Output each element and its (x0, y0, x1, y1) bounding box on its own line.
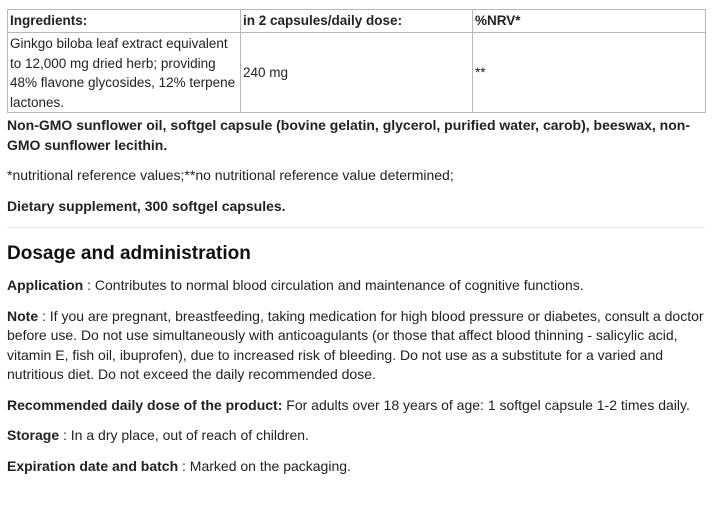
recommended-dose-paragraph (7, 396, 705, 416)
header-daily-dose: in 2 capsules/daily dose: (241, 10, 473, 33)
recommended-dose-text: For adults over 18 years of age: 1 softgel capsule 1-2 times daily. (282, 396, 690, 413)
note-paragraph (7, 307, 705, 385)
product-description (7, 9, 705, 476)
section-title: Dosage and administration (7, 243, 251, 264)
application-paragraph (7, 276, 705, 296)
storage-paragraph (7, 426, 705, 446)
storage-text: : In a dry place, out of reach of children. (59, 427, 309, 443)
application-text: : Contributes to normal blood circulation and maintenance of cognitive functions. (83, 277, 584, 293)
header-ingredients: Ingredients: (8, 10, 241, 33)
ingredient-cell: Ginkgo biloba leaf extract equivalent to 12,000 mg dried herb; providing 48% flavone glycosides, 12% terpene lactones. (8, 33, 241, 113)
recommended-dose-label: Recommended daily dose of the product: (7, 396, 283, 413)
composition-text: Non-GMO sunflower oil, softgel capsule (bovine gelatin, glycerol, purified water, carob), beeswax, non-GMO sunflower lecithin. (7, 117, 690, 153)
expiry-text: : Marked on the packaging. (178, 457, 351, 474)
storage-label: Storage (7, 427, 60, 443)
nrv-cell: ** (473, 33, 706, 113)
table-row (8, 33, 706, 113)
nrv-footnote: *nutritional reference values;**no nutritional reference value determined; (7, 167, 454, 183)
table-header-row (8, 10, 706, 33)
note-text: : If you are pregnant, breastfeeding, taking medication for high blood pressure or diabetes, consult a doctor before use. Do not use simultaneously with anticoagulants (or those that affect blood thinning - salicylic acid, vitamin E, fish oil, ibuprofen), due to increased risk of bleeding. Do not use as a substitute for a varied and nutritious diet. Do not exceed the daily recommended dose. (7, 307, 704, 382)
ingredients-table (7, 9, 706, 113)
note-label: Note (7, 307, 39, 324)
dose-cell: 240 mg (241, 33, 473, 113)
supplement-info: Dietary supplement, 300 softgel capsules. (7, 197, 286, 214)
expiry-paragraph (7, 457, 705, 477)
expiry-label: Expiration date and batch (7, 457, 179, 474)
header-nrv: %NRV* (473, 10, 706, 33)
application-label: Application (7, 277, 84, 293)
section-divider (7, 227, 705, 228)
